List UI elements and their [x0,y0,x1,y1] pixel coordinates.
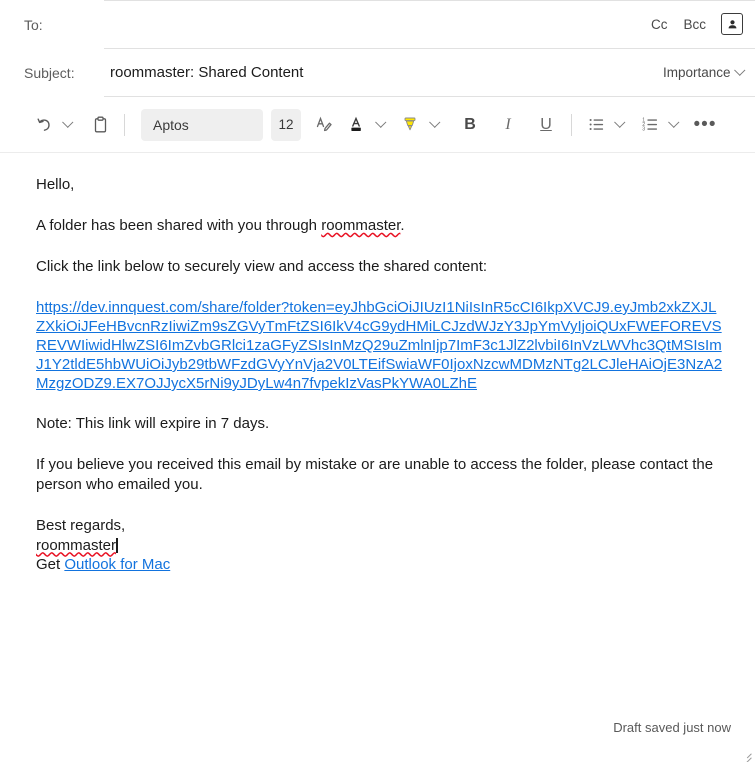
paste-button[interactable] [86,109,114,141]
numbered-list-button[interactable] [636,109,664,141]
to-field-actions [640,13,743,35]
cc-button[interactable]: Cc [650,16,668,32]
signature-name: roommaster [36,536,117,554]
signature-block [36,516,725,575]
bcc-button[interactable]: Bcc [683,16,706,32]
italic-label: I [505,115,511,133]
chevron-down-icon [63,116,74,127]
chevron-down-icon [376,116,387,127]
address-book-icon[interactable] [721,13,743,35]
body-disclaimer: If you believe you received this email by mistake or are unable to access the folder, please contact the person who emailed you. [36,456,714,493]
chevron-down-icon [430,116,441,127]
body-greeting: Hello, [36,176,75,193]
share-folder-link[interactable]: https://dev.innquest.com/share/folder?token=eyJhbGciOiJIUzI1NiIsInR5cCI6IkpXVCJ9.eyJmb2xkZXJLZXkiOiJFeHBvcnRzIiwiZm9sZGVyTmFtZSI6IkV4cG9ydHMiLCJzdWJzY3JpYmVyIjoiQUxFWEFOREVSREVWIiwidHlwZSI6ImZvbGRlci1zaGFyZSIsInMzQ29uZmlnIjp7ImF3c1JlZ2lvbiI6InVzLWVhc3QtMSIsImJ1Y2tldE5hbWUiOiJyb29tbWFzdGVyYnVja2V0LTEifSwiaWF0IjoxNzcwMDMzNTg2LCJleHAiOjE3NzA2MzgzODZ9.EX7OJJycX5rNi9yJDyLw4n7fvpekIzVasPkYWA0LZhE [36,299,723,392]
get-prefix: Get [36,556,65,573]
to-label: To: [24,16,43,33]
subject-label: Subject: [24,65,75,81]
highlight-button[interactable] [397,109,425,141]
importance-button[interactable] [663,65,743,80]
svg-text:1: 1 [641,117,645,124]
font-color-button[interactable] [343,109,371,141]
undo-button[interactable] [30,109,58,141]
to-field-row [0,0,755,49]
signature-name-line [36,536,725,556]
numbered-list-dropdown-button[interactable] [664,109,684,141]
toolbar-divider-2 [571,114,572,136]
svg-text:3: 3 [641,126,645,133]
message-body[interactable] [0,153,755,762]
font-size-selector[interactable]: 12 [271,109,301,141]
signoff-line: Best regards, [36,517,126,534]
formatting-toolbar [0,97,755,153]
underline-button[interactable] [531,109,561,141]
subject-input[interactable] [104,59,653,87]
body-intro-prefix: A folder has been shared with you through [36,217,322,234]
subject-field-row [0,49,755,97]
chevron-down-icon [669,116,680,127]
font-family-selector[interactable]: Aptos [141,109,263,141]
highlight-dropdown-button[interactable] [425,109,445,141]
resize-grip-icon[interactable] [741,748,752,759]
bulleted-list-dropdown-button[interactable] [610,109,630,141]
toolbar-divider-1 [124,114,125,136]
body-instruction: Click the link below to securely view and access the shared content: [36,258,488,275]
get-outlook-line [36,555,725,575]
to-field-zone[interactable] [104,0,755,49]
text-cursor [116,538,118,553]
outlook-for-mac-link[interactable]: Outlook for Mac [64,556,171,573]
subject-field-zone[interactable] [104,49,755,97]
ellipsis-icon: ••• [693,113,717,135]
svg-text:2: 2 [641,122,645,128]
undo-dropdown-button[interactable] [58,109,78,141]
font-color-dropdown-button[interactable] [371,109,391,141]
subject-field-actions [653,65,743,80]
compose-footer [0,710,755,762]
body-intro-suffix: . [400,217,405,234]
underline-label: U [540,115,552,133]
more-options-button[interactable] [692,109,718,141]
bold-label: B [464,115,476,133]
body-expiry-note: Note: This link will expire in 7 days. [36,415,270,432]
to-input[interactable] [104,10,640,38]
bold-button[interactable] [455,109,485,141]
chevron-down-icon [734,64,745,75]
italic-button[interactable] [493,109,523,141]
body-intro-brand: roommaster [321,217,401,234]
format-painter-icon[interactable] [309,109,337,141]
chevron-down-icon [615,116,626,127]
draft-saved-status: Draft saved just now [613,720,731,735]
body-intro [36,216,716,236]
importance-label: Importance [662,65,731,80]
bulleted-list-button[interactable] [582,109,610,141]
